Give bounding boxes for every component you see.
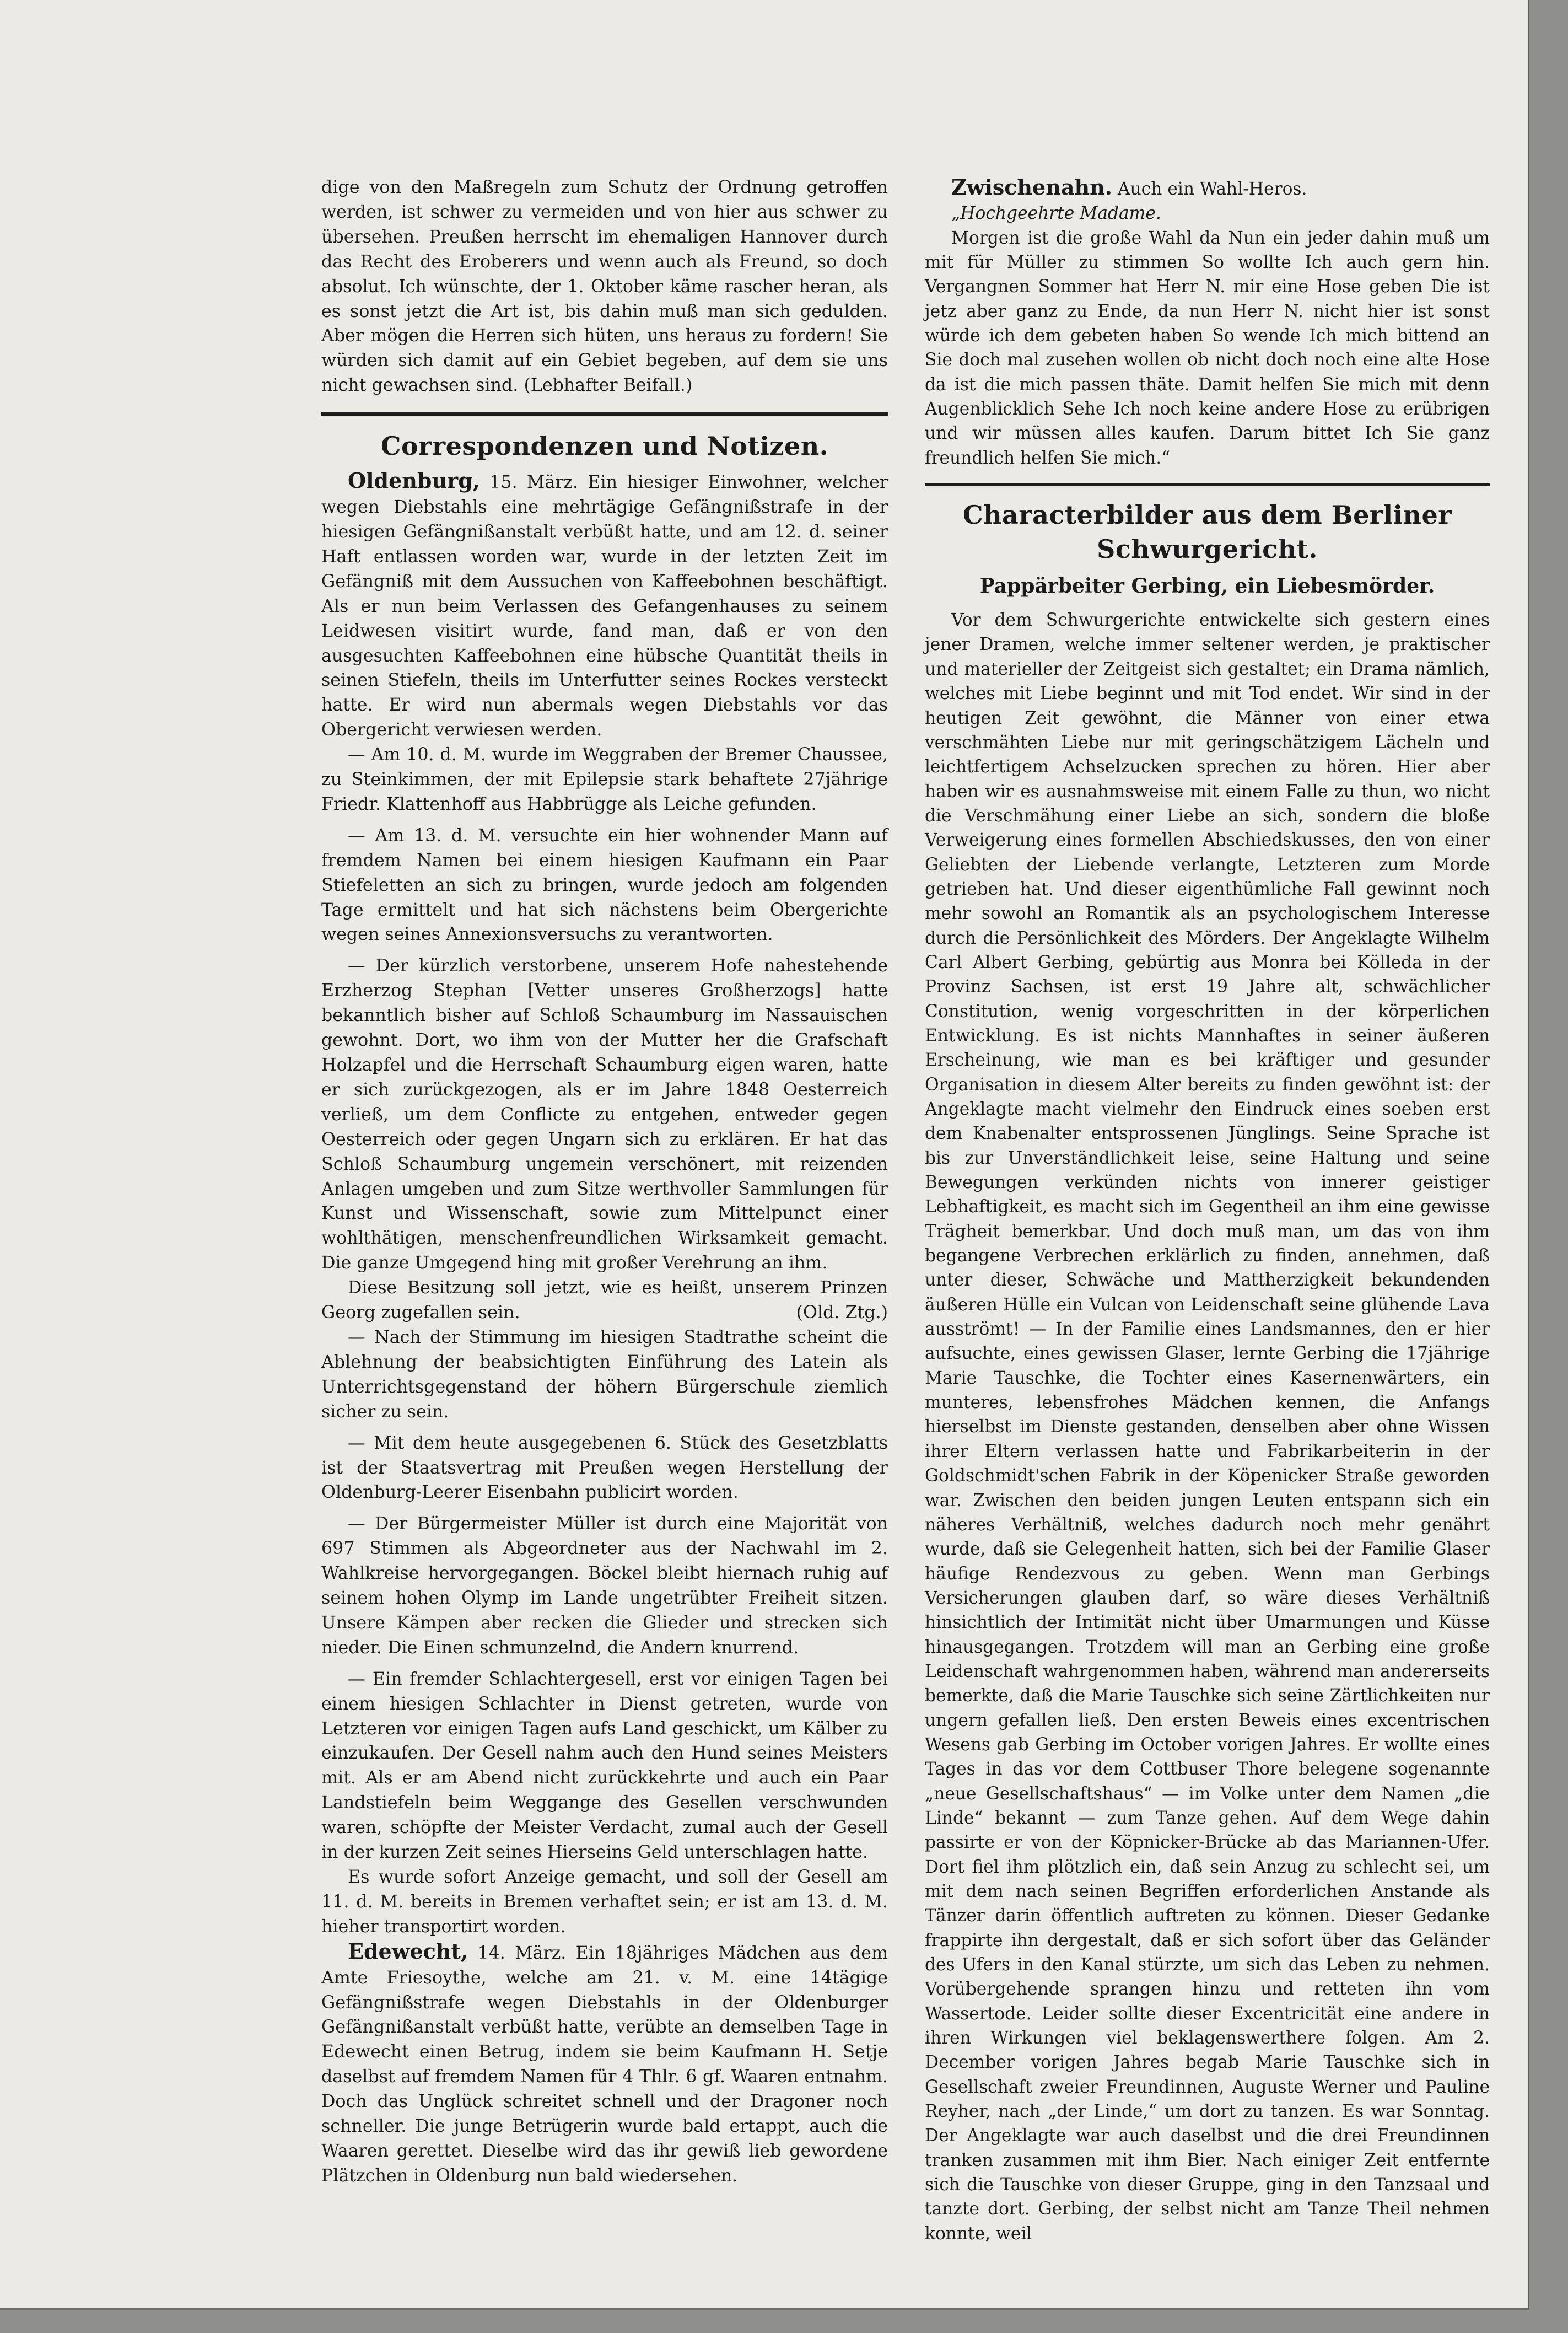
followup-text: Diese Besitzung soll jetzt, wie es heißt, unserem Prinzen Georg zugefallen sein. bbox=[321, 1278, 888, 1323]
zwischenahn-header bbox=[925, 175, 1490, 201]
notice: — Der Bürgermeister Müller ist durch eine Majorität von 697 Stimmen als Abgeordneter aus der Nachwahl im 2. Wahlkreise hervorgegangen. Böckel bleibt hiernach ruhig auf seinem hohen Olymp im Lande ungetrübter Freiheit sitzen. Unsere Kämpen aber recken die Glieder und strecken sich nieder. Die Einen schmunzelnd, die Andern knurrend. bbox=[321, 1514, 888, 1658]
tagline: Auch ein Wahl-Heros. bbox=[1117, 179, 1307, 199]
oldenburg-report bbox=[321, 469, 888, 743]
report-text: 15. März. Ein hiesiger Einwohner, welcher wegen Diebstahls eine mehrtägige Gefängnißstrafe in der hiesigen Gefängnißanstalt verbüßt hatte, und am 12. d. seiner Haft entlassen worden war, wurde in der letzten Zeit im Gefängniß mit dem Aussuchen von Kaffeebohnen beschäftigt. Als er nun beim Verlassen des Gefangenhauses zu seinem Leidwesen visitirt wurde, fand man, daß er von den ausgesuchten Kaffeebohnen eine hübsche Quantität theils in seinen Stiefeln, theils im Unterfutter seines Rockes versteckt hatte. Er wird nun abermals wegen Diebstahls vor das Obergericht verwiesen werden. bbox=[321, 472, 888, 740]
notice-followup bbox=[321, 1276, 888, 1325]
place-name: Zwischenahn. bbox=[951, 175, 1112, 200]
edewecht-report bbox=[321, 1939, 888, 2189]
section-divider bbox=[321, 412, 888, 416]
notice: — Nach der Stimmung im hiesigen Stadtrathe scheint die Ablehnung der beabsichtigten Einführung des Latein als Unterrichtsgegenstand der höhern Bürgerschule ziemlich sicher zu sein. bbox=[321, 1327, 888, 1422]
notice: — Am 10. d. M. wurde im Weggraben der Bremer Chaussee, zu Steinkimmen, der mit Epilepsie stark behaftete 27jährige Friedr. Klattenhoff aus Habbrügge als Leiche gefunden. bbox=[321, 745, 888, 814]
notice: — Mit dem heute ausgegebenen 6. Stück des Gesetzblatts ist der Staatsvertrag mit Preußen wegen Herstellung der Oldenburg-Leerer Eisenbahn publicirt worden. bbox=[321, 1433, 888, 1503]
section-title: Correspondenzen und Notizen. bbox=[380, 431, 829, 461]
place-name: Edewecht, bbox=[348, 1938, 468, 1964]
letter-salutation: „Hochgeehrte Madame. bbox=[951, 203, 1161, 224]
notice: — Der kürzlich verstorbene, unserem Hofe nahestehende Erzherzog Stephan [Vetter unseres Großherzogs] hatte bekanntlich bisher auf Schloß Schaumburg im Nassauischen gewohnt. Dort, wo ihm von der Mutter her die Grafschaft Holzapfel und die Herrschaft Schaumburg eigen waren, hatte er sich zurückgezogen, als er im Jahre 1848 Oesterreich verließ, um dem Conflicte zu entgehen, entweder gegen Oesterreich oder gegen Ungarn sich zu erklären. Er hat das Schloß Schaumburg ungemein verschönert, mit reizenden Anlagen umgeben und zum Sitze werthvoller Sammlungen für Kunst und Wissenschaft, sowie zum Mittelpunct einer wohlthätigen, menschenfreundlichen Wirksamkeit gemacht. Die ganze Umgegend hing mit großer Verehrung an ihm. bbox=[321, 956, 888, 1273]
article-body: Vor dem Schwurgerichte entwickelte sich gestern eines jener Dramen, welche immer seltener werden, je praktischer und materieller der Zeitgeist sich gestaltet; ein Drama nämlich, welches mit Liebe beginnt und mit Tod endet. Wir sind in der heutigen Zeit gewöhnt, die Männer von einer etwa verschmähten Liebe nur mit geringschätzigem Lächeln und leichtfertigem Achselzucken sprechen zu hören. Hier aber haben wir es ausnahmsweise mit einem Falle zu thun, wo nicht die Verschmähung einer Liebe an sich, sondern die bloße Verweigerung eines formellen Abschiedskusses, den von einer Geliebten der Liebende verlangte, Letzteren zum Morde getrieben hat. Und dieser eigenthümliche Fall gewinnt noch mehr sowohl an Romantik als an psychologischem Interesse durch die Persönlichkeit des Mörders. Der Angeklagte Wilhelm Carl Albert Gerbing, gebürtig aus Monra bei Kölleda in der Provinz Sachsen, ist erst 19 Jahre alt, schwächlicher Constitution, wenig vorgeschritten in der körperlichen Entwicklung. Es ist nichts Mannhaftes in seiner äußeren Erscheinung, wie man es bei kräftiger und gesunder Organisation in diesem Alter bereits zu finden gewöhnt ist: der Angeklagte macht vielmehr den Eindruck eines soeben erst dem Knabenalter entsprossenen Jünglings. Seine Sprache ist bis zur Unverständlichkeit leise, seine Haltung und seine Bewegungen verkünden nichts von innerer geistiger Lebhaftigkeit, es macht sich im Gegentheil an ihm eine gewisse Trägheit bemerkbar. Und doch muß man, um das von ihm begangene Verbrechen erklärlich zu finden, annehmen, daß unter dieser, Schwäche und Mattherzigkeit bekundenden äußeren Hülle ein Vulcan von Leidenschaft seine glühende Lava ausströmt! — In der Familie eines Landsmannes, den er hier aufsuchte, eines gewissen Glaser, lernte Gerbing die 17jährige Marie Tauschke, die Tochter eines Kasernenwärters, ein munteres, lebensfrohes Mädchen kennen, die Anfangs hierselbst im Dienste gestanden, denselben aber ohne Wissen ihrer Eltern verlassen hatte und Fabrikarbeiterin in der Goldschmidt'schen Fabrik in der Köpenicker Straße geworden war. Zwischen den beiden jungen Leuten entspann sich ein näheres Verhältniß, welches dadurch noch mehr genährt wurde, daß sie Gelegenheit hatten, sich bei der Familie Glaser häufige Rendezvous zu geben. Wenn man Gerbings Versicherungen glauben darf, so wäre dieses Verhältniß hinsichtlich der Intimität nicht über Umarmungen und Küsse hinausgegangen. Trotzdem will man an Gerbing eine große Leidenschaft wahrgenommen haben, während man andererseits bemerkte, daß die Marie Tauschke sich seine Zärtlichkeiten nur ungern gefallen ließ. Den ersten Beweis eines excentrischen Wesens gab Gerbing im October vorigen Jahres. Er wollte eines Tages in das vor dem Cottbuser Thore belegene sogenannte „neue Gesellschaftshaus“ — im Volke unter dem Namen „die Linde“ bekannt — zum Tanze gehen. Auf dem Wege dahin passirte er von der Köpnicker-Brücke ab das Mariannen-Ufer. Dort fiel ihm plötzlich ein, daß sein Anzug zu schlecht sei, um mit dem nach seinen Begriffen erforderlichen Anstande als Tänzer darin öffentlich auftreten zu können. Dieser Gedanke frappirte ihn dergestalt, daß er sich sofort über das Geländer des Ufers in den Kanal stürzte, um sich das Leben zu nehmen. Vorübergehende sprangen hinzu und retteten ihn vom Wassertode. Leider sollte dieser Excentricität eine andere in ihren Wirkungen viel beklagenswerthere folgen. Am 2. December vorigen Jahres begab Marie Tauschke sich in Gesellschaft zweier Freundinnen, Auguste Werner und Pauline Reyher, nach „der Linde,“ um dort zu tanzen. Es war Sonntag. Der Angeklagte war auch daselbst und die drei Freundinnen tranken zusammen mit ihm Bier. Nach einiger Zeit entfernte sich die Tauschke von dieser Gruppe, ging in den Tanzsaal und tanzte dort. Gerbing, der selbst nicht am Tanze Theil nehmen konnte, weil bbox=[925, 610, 1490, 2244]
letter-body: Morgen ist die große Wahl da Nun ein jeder dahin muß um mit für Müller zu stimmen So wollte Ich auch gern hin. Vergangnen Sommer hat Herr N. mir eine Hose geben Die ist jetz aber ganz zu Ende, da nun Herr N. nicht hier ist sonst würde ich dem gebeten haben So wende Ich mich bittend an Sie doch mal zusehen wollen ob nicht doch noch eine alte Hose da ist die mich passen thäte. Damit helfen Sie mich mit denn Augenblicklich Sehe Ich noch keine andere Hose zu erübrigen und wir müssen alles kaufen. Darum bittet Ich Sie ganz freundlich helfen Sie mich.“ bbox=[925, 228, 1490, 468]
left-column bbox=[321, 175, 888, 2189]
section-title: Characterbilder aus dem Berliner Schwurgericht. bbox=[962, 500, 1452, 565]
right-column bbox=[925, 175, 1490, 2246]
intro-paragraph: dige von den Maßregeln zum Schutz der Ordnung getroffen werden, ist schwer zu vermeiden und von hier aus schwer zu übersehen. Preußen herrscht im ehemaligen Hannover durch das Recht des Eroberers und wenn auch als Freund, so doch absolut. Ich wünschte, der 1. Oktober käme rascher heran, als es sonst jetzt die Art ist, bis dahin muß man sich gedulden. Aber mögen die Herren sich hüten, uns heraus zu fordern! Sie würden sich damit auf ein Gebiet begeben, auf dem sie uns nicht gewachsen sind. (Lebhafter Beifall.) bbox=[321, 178, 888, 396]
section-divider bbox=[925, 483, 1490, 486]
notice: — Ein fremder Schlachtergesell, erst vor einigen Tagen bei einem hiesigen Schlachter in Dienst getreten, wurde von Letzteren vor einigen Tagen aufs Land geschickt, um Kälber zu einzukaufen. Der Gesell nahm auch den Hund seines Meisters mit. Als er am Abend nicht zurückkehrte und auch ein Paar Landstiefeln beim Weggange des Gesellen verschwunden waren, schöpfte der Meister Verdacht, zumal auch der Gesell in der kurzen Zeit seines Hierseins Geld unterschlagen hatte. bbox=[321, 1669, 888, 1863]
source-citation: (Old. Ztg.) bbox=[796, 1303, 888, 1323]
report-text: 14. März. Ein 18jähriges Mädchen aus dem Amte Friesoythe, welche am 21. v. M. eine 14tägige Gefängnißstrafe wegen Diebstahls in der Oldenburger Gefängnißanstalt verbüßt hatte, verübte an demselben Tage in Edewecht einen Betrug, indem sie beim Kaufmann H. Setje daselbst auf fremdem Namen für 4 Thlr. 6 gf. Waaren entnahm. Doch das Unglück schreitet schnell und der Dragoner noch schneller. Die junge Betrügerin wurde bald ertappt, auch die Waaren gerettet. Dieselbe wird das ihr gewiß lieb gewordene Plätzchen in Oldenburg nun bald wiedersehen. bbox=[321, 1943, 888, 2186]
place-name: Oldenburg, bbox=[348, 468, 480, 493]
section-subtitle: Pappärbeiter Gerbing, ein Liebesmörder. bbox=[979, 574, 1435, 598]
notice: — Am 13. d. M. versuchte ein hier wohnender Mann auf fremdem Namen bei einem hiesigen Kaufmann ein Paar Stiefeletten an sich zu bringen, wurde jedoch am folgenden Tage ermittelt und hat sich nächstens beim Obergerichte wegen seines Annexionsversuchs zu verantworten. bbox=[321, 825, 888, 945]
notice-last: Es wurde sofort Anzeige gemacht, und soll der Gesell am 11. d. M. bereits in Bremen verhaftet sein; er ist am 13. d. M. hieher transportirt worden. bbox=[321, 1867, 888, 1937]
